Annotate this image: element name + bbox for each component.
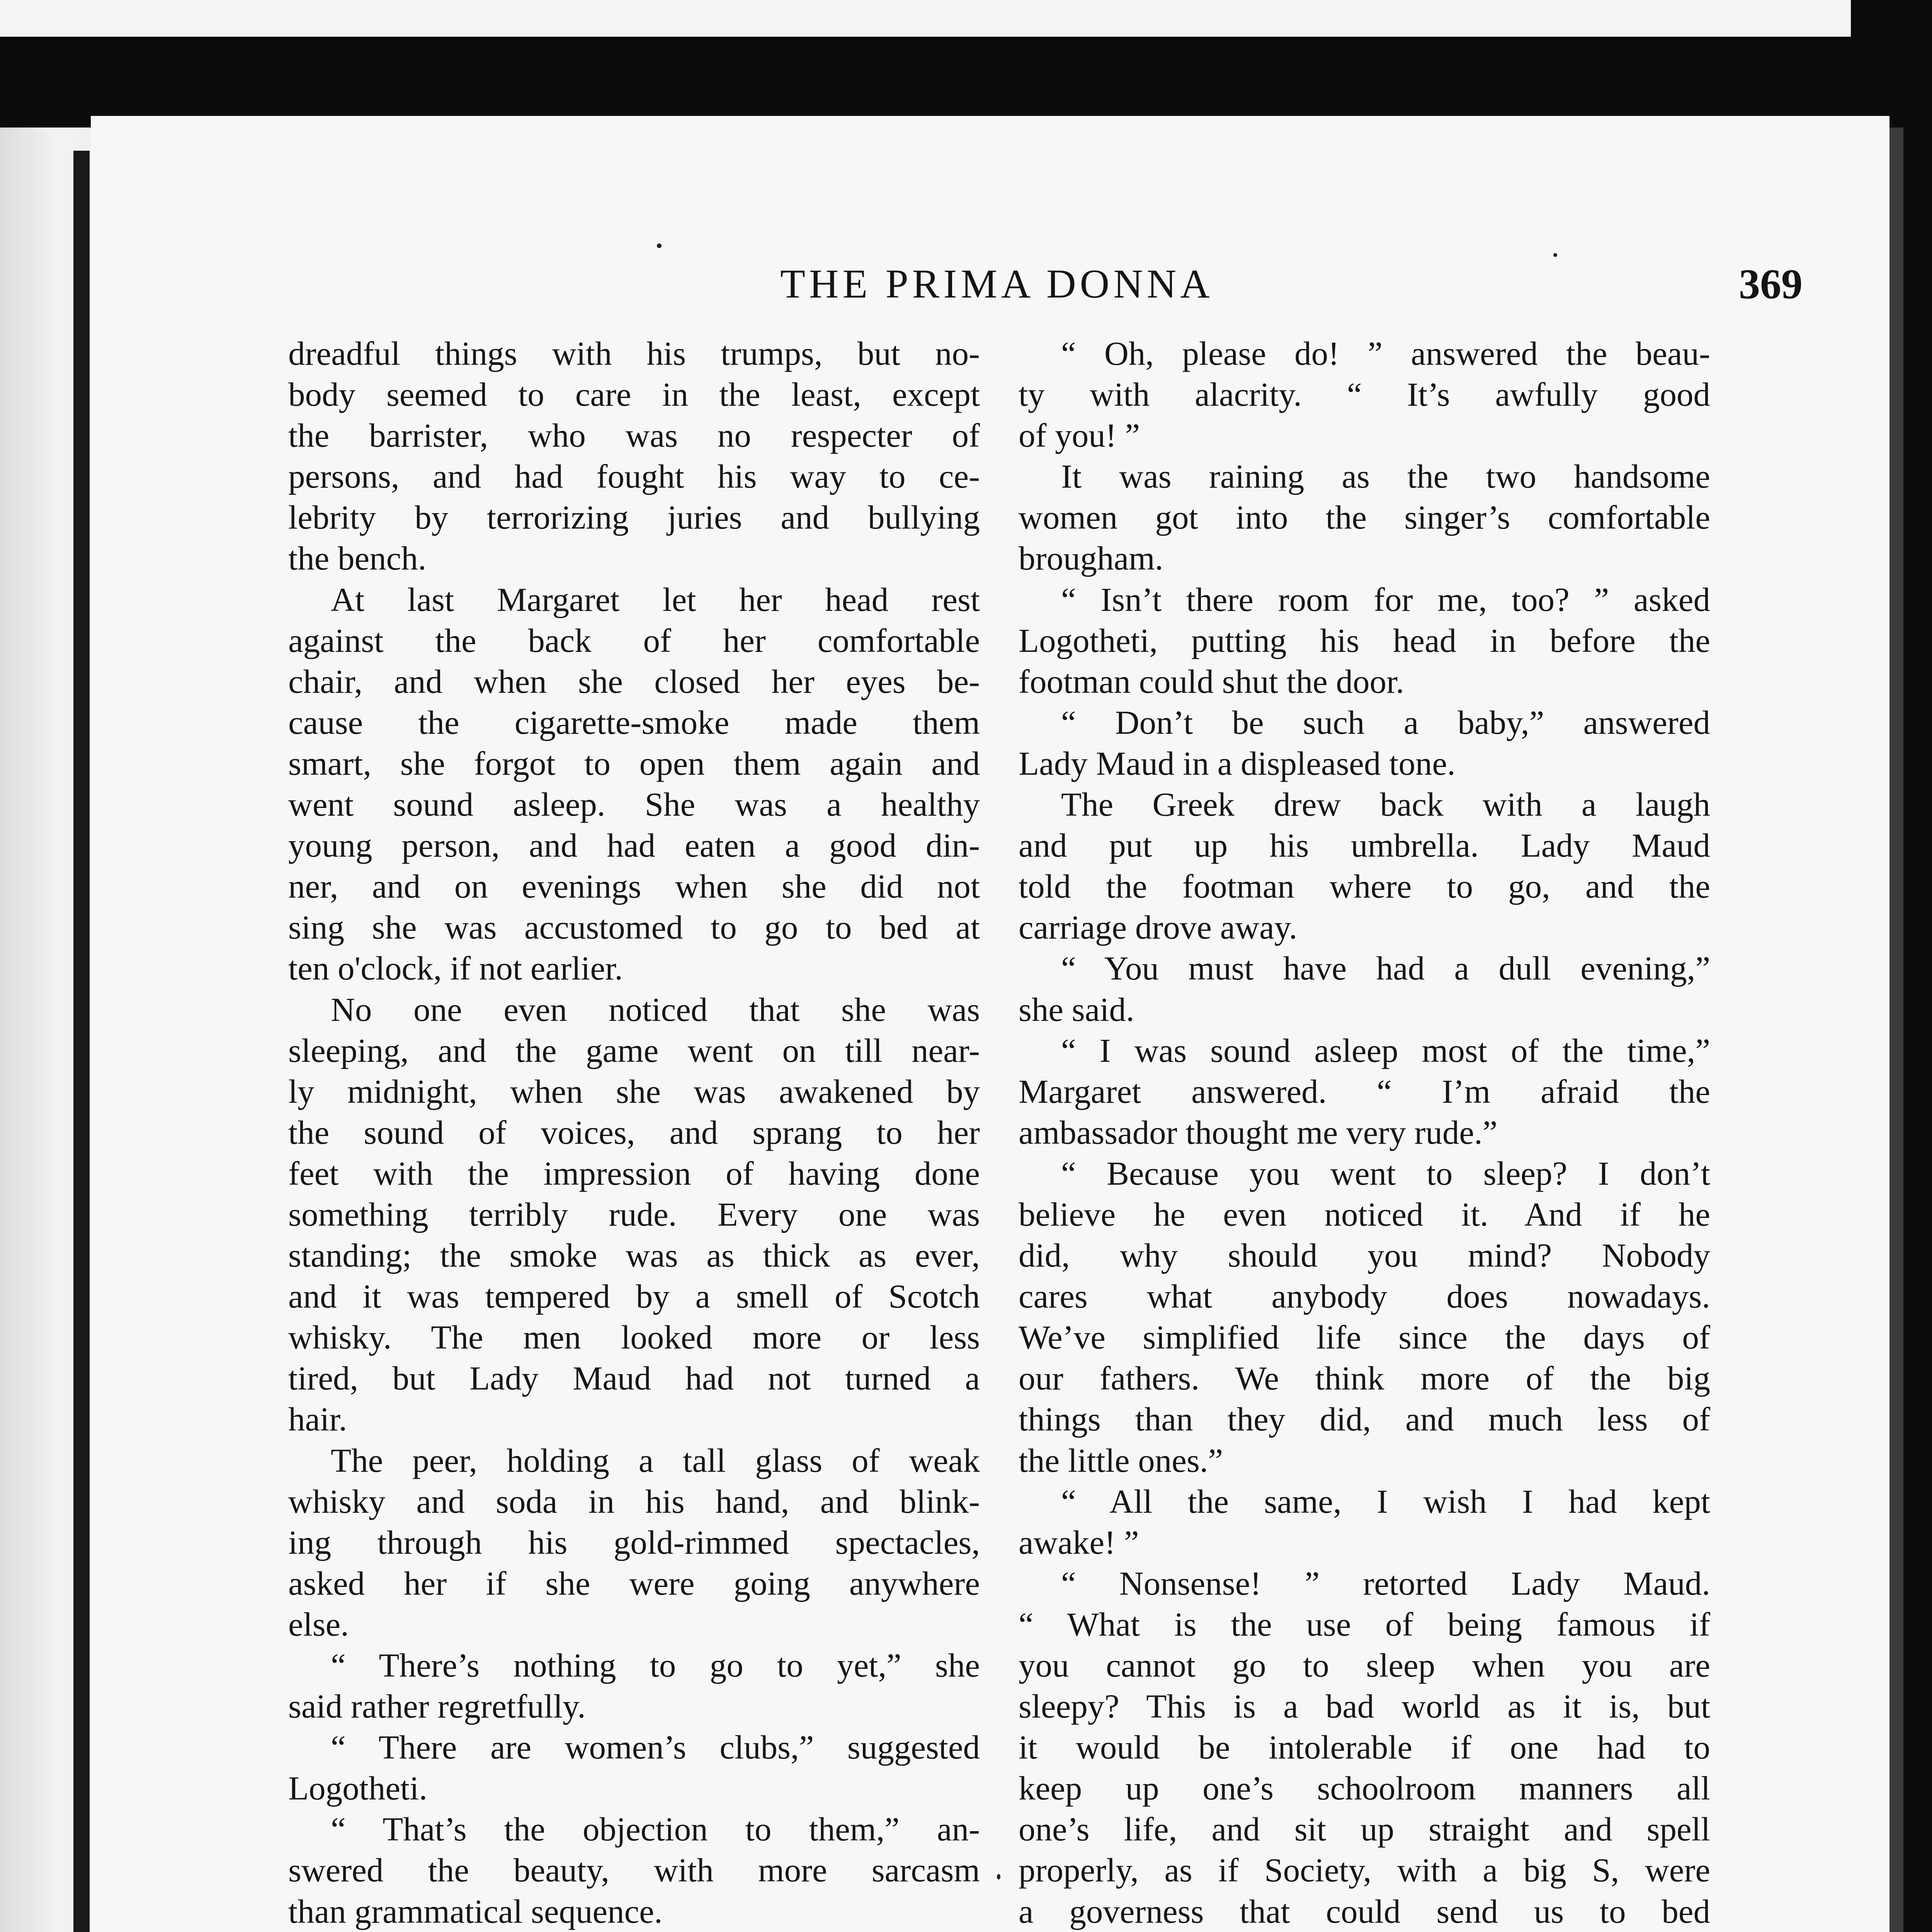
paragraph [288,1727,980,1809]
paragraph [1019,1563,1710,1932]
paragraph [1019,1153,1710,1481]
paragraph [288,1440,980,1645]
text-line: hair. [288,1400,347,1438]
text-line: sleepy? This is a bad world as it is, but [1019,1687,1710,1725]
paragraph [288,1645,980,1727]
text-line: did, why should you mind? Nobody [1019,1236,1710,1274]
text-line: sleeping, and the game went on till near- [288,1031,980,1069]
text-line: “ Nonsense! ” retorted Lady Maud. [1061,1564,1710,1602]
dust-speck [657,243,662,248]
text-line: cares what anybody does nowadays. [1019,1277,1710,1315]
text-line: against the back of her comfortable [288,621,980,659]
text-line: standing; the smoke was as thick as ever, [288,1236,980,1274]
text-line: the barrister, who was no respecter of [288,417,980,454]
text-line: lebrity by terrorizing juries and bullying [288,498,980,536]
dust-speck [997,1874,1000,1879]
text-line: the sound of voices, and sprang to her [288,1113,980,1151]
paragraph [1019,702,1710,784]
paragraph [1019,948,1710,1030]
text-line: it would be intolerable if one had to [1019,1728,1710,1766]
dust-speck [1553,253,1557,257]
text-line: ambassador thought me very rude.” [1019,1113,1498,1151]
text-line: Logotheti, putting his head in before the [1019,621,1710,659]
paragraph [288,1809,980,1932]
text-line: chair, and when she closed her eyes be- [288,662,980,700]
paragraph [288,333,980,579]
text-line: of you! ” [1019,417,1140,454]
text-line: told the footman where to go, and the [1019,867,1710,905]
paragraph [1019,579,1710,702]
binding-shadow [73,151,90,1932]
text-line: whisky and soda in his hand, and blink- [288,1482,980,1520]
paragraph [288,579,980,989]
text-line: cause the cigarette-smoke made them [288,703,980,741]
text-line: went sound asleep. She was a healthy [288,786,980,823]
text-line: “ I was sound asleep most of the time,” [1061,1031,1710,1069]
text-line: Lady Maud in a displeased tone. [1019,744,1456,782]
text-line: “ Isn’t there room for me, too? ” asked [1061,580,1710,618]
paragraph [1019,784,1710,948]
text-line: At last Margaret let her head rest [331,580,980,618]
text-line: ner, and on evenings when she did not [288,867,980,905]
text-line: things than they did, and much less of [1019,1400,1710,1438]
text-line: women got into the singer’s comfortable [1019,498,1710,536]
text-line: said rather regretfully. [288,1687,586,1725]
text-line: than grammatical sequence. [288,1892,663,1930]
text-line: persons, and had fought his way to ce- [288,457,980,495]
paragraph [1019,333,1710,456]
text-line: “ There’s nothing to go to yet,” she [331,1646,980,1684]
text-line: dreadful things with his trumps, but no- [288,335,980,372]
text-line: and put up his umbrella. Lady Maud [1019,827,1710,864]
text-line: one’s life, and sit up straight and spell [1019,1810,1710,1848]
text-line: “ Oh, please do! ” answered the beau- [1061,335,1710,372]
text-line: The Greek drew back with a laugh [1061,786,1710,823]
text-line: tired, but Lady Maud had not turned a [288,1359,980,1397]
text-line: else. [288,1605,349,1643]
text-line: believe he even noticed it. And if he [1019,1195,1710,1233]
previous-page-edge [0,0,1851,37]
text-line: Margaret answered. “ I’m afraid the [1019,1072,1710,1110]
text-line: something terribly rude. Every one was [288,1195,980,1233]
text-line: “ That’s the objection to them,” an- [331,1810,980,1848]
text-line: you cannot go to sleep when you are [1019,1646,1710,1684]
text-line: and it was tempered by a smell of Scotch [288,1277,980,1315]
text-line: the bench. [288,539,427,577]
text-line: awake! ” [1019,1523,1139,1561]
running-title: THE PRIMA DONNA [780,261,1214,306]
text-line: carriage drove away. [1019,908,1298,946]
text-line: “ What is the use of being famous if [1019,1605,1710,1643]
text-line: ing through his gold-rimmed spectacles, [288,1523,980,1561]
text-column-left [288,333,980,1932]
text-line: body seemed to care in the least, except [288,376,980,413]
text-line: she said. [1019,990,1134,1028]
text-line: Logotheti. [288,1769,428,1807]
text-line: “ There are women’s clubs,” suggested [331,1728,980,1766]
text-column-right [1019,333,1710,1932]
text-line: a governess that could send us to bed [1019,1892,1710,1930]
text-line: “ All the same, I wish I had kept [1061,1482,1710,1520]
paragraph [1019,456,1710,579]
text-line: brougham. [1019,539,1163,577]
text-line: ly midnight, when she was awakened by [288,1072,980,1110]
text-line: swered the beauty, with more sarcasm [288,1851,980,1889]
text-line: whisky. The men looked more or less [288,1318,980,1356]
text-line: smart, she forgot to open them again and [288,744,980,782]
text-line: “ Don’t be such a baby,” answered [1061,703,1710,741]
text-line: footman could shut the door. [1019,662,1404,700]
page-right-shadow [1889,128,1903,1932]
text-line: properly, as if Society, with a big S, were [1019,1851,1710,1889]
text-line: our fathers. We think more of the big [1019,1359,1710,1397]
text-line: ty with alacrity. “ It’s awfully good [1019,376,1710,413]
paragraph [288,989,980,1440]
page-number: 369 [1739,260,1803,308]
text-line: We’ve simplified life since the days of [1019,1318,1710,1356]
text-line: the little ones.” [1019,1441,1223,1479]
text-line: “ Because you went to sleep? I don’t [1061,1154,1710,1192]
text-line: asked her if she were going anywhere [288,1564,980,1602]
paragraph [1019,1481,1710,1563]
text-line: young person, and had eaten a good din- [288,827,980,864]
text-line: The peer, holding a tall glass of weak [331,1441,980,1479]
text-line: sing she was accustomed to go to bed at [288,908,980,946]
text-line: keep up one’s schoolroom manners all [1019,1769,1710,1807]
page-header [91,253,1889,315]
text-line: ten o'clock, if not earlier. [288,949,623,987]
text-line: feet with the impression of having done [288,1154,980,1192]
text-line: “ You must have had a dull evening,” [1061,949,1710,987]
text-line: It was raining as the two handsome [1061,457,1710,495]
text-line: No one even noticed that she was [331,990,980,1028]
paragraph [1019,1030,1710,1153]
